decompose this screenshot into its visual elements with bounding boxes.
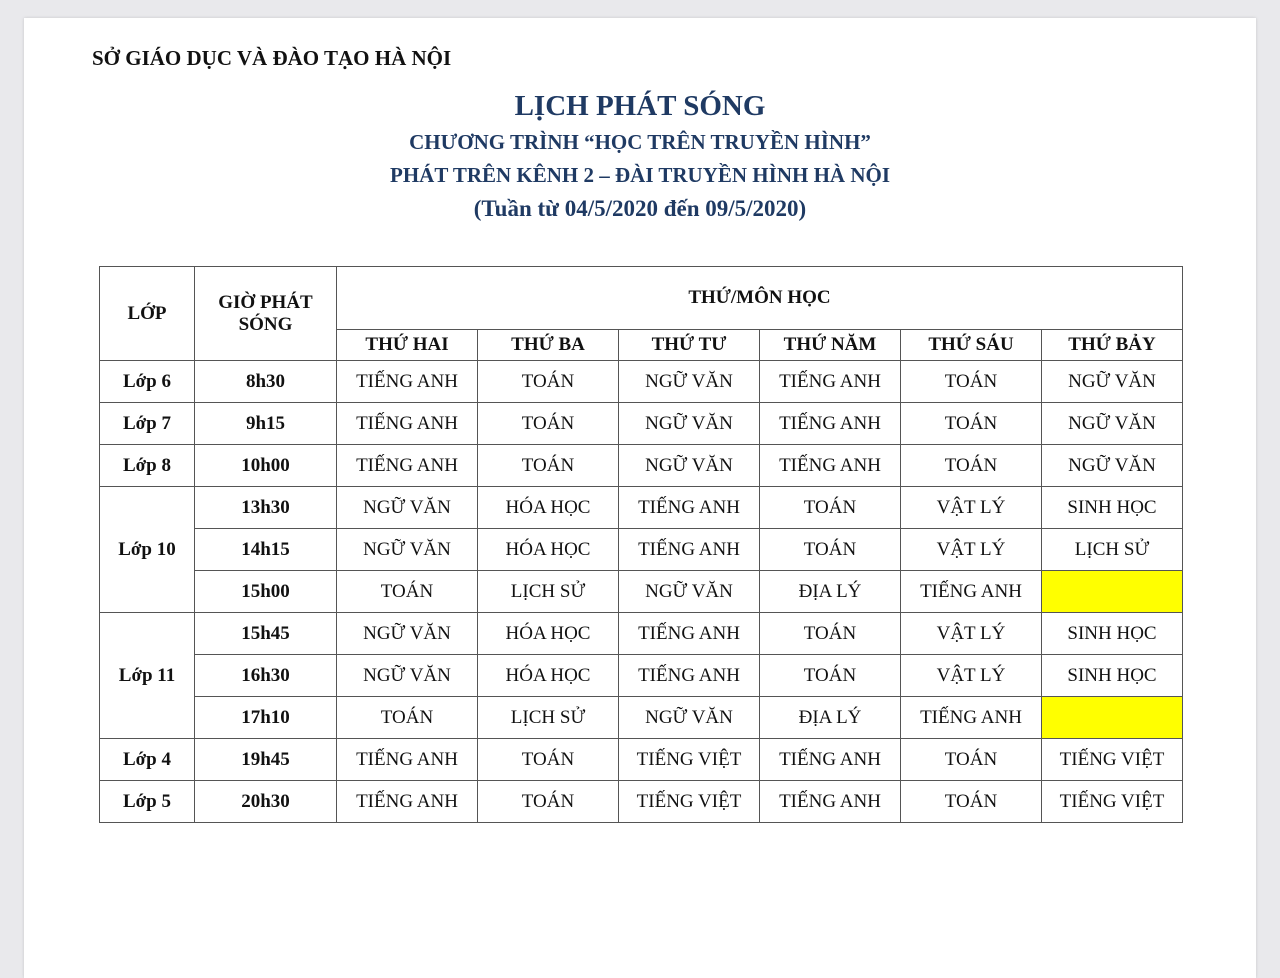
subject-cell: HÓA HỌC bbox=[478, 529, 619, 571]
subject-cell: TIẾNG ANH bbox=[901, 697, 1042, 739]
time-cell: 17h10 bbox=[195, 697, 337, 739]
subject-cell: ĐỊA LÝ bbox=[760, 697, 901, 739]
subject-cell: TIẾNG ANH bbox=[619, 655, 760, 697]
class-cell: Lớp 7 bbox=[100, 403, 195, 445]
subject-cell: NGỮ VĂN bbox=[337, 529, 478, 571]
subject-cell: TIẾNG VIỆT bbox=[1042, 781, 1183, 823]
table-row bbox=[100, 487, 1183, 529]
subject-cell: TOÁN bbox=[901, 403, 1042, 445]
table-row bbox=[100, 697, 1183, 739]
subject-cell: VẬT LÝ bbox=[901, 487, 1042, 529]
table-row bbox=[100, 739, 1183, 781]
class-cell: Lớp 11 bbox=[100, 613, 195, 739]
subject-cell: NGỮ VĂN bbox=[619, 403, 760, 445]
header-day: THỨ BẢY bbox=[1042, 330, 1183, 361]
table-row bbox=[100, 781, 1183, 823]
subject-cell: NGỮ VĂN bbox=[619, 697, 760, 739]
subject-cell: TOÁN bbox=[478, 445, 619, 487]
time-cell: 20h30 bbox=[195, 781, 337, 823]
subject-cell: NGỮ VĂN bbox=[619, 571, 760, 613]
subject-cell: TIẾNG ANH bbox=[901, 571, 1042, 613]
subject-cell: TIẾNG ANH bbox=[619, 529, 760, 571]
class-cell: Lớp 10 bbox=[100, 487, 195, 613]
subject-cell: HÓA HỌC bbox=[478, 655, 619, 697]
table-row bbox=[100, 571, 1183, 613]
highlighted-empty-cell bbox=[1042, 697, 1183, 739]
subject-cell: VẬT LÝ bbox=[901, 613, 1042, 655]
header-gio-phat-song: GIỜ PHÁT SÓNG bbox=[195, 267, 337, 361]
time-cell: 9h15 bbox=[195, 403, 337, 445]
program-name: CHƯƠNG TRÌNH “HỌC TRÊN TRUYỀN HÌNH” bbox=[409, 130, 871, 154]
time-cell: 15h45 bbox=[195, 613, 337, 655]
subject-cell: SINH HỌC bbox=[1042, 613, 1183, 655]
subject-cell: NGỮ VĂN bbox=[1042, 445, 1183, 487]
subject-cell: TOÁN bbox=[337, 697, 478, 739]
document-title: LỊCH PHÁT SÓNG bbox=[514, 90, 766, 122]
table-row bbox=[100, 529, 1183, 571]
class-cell: Lớp 4 bbox=[100, 739, 195, 781]
subject-cell: TIẾNG ANH bbox=[337, 445, 478, 487]
subject-cell: TIẾNG ANH bbox=[760, 739, 901, 781]
subject-cell: TOÁN bbox=[760, 487, 901, 529]
organization-name: SỞ GIÁO DỤC VÀ ĐÀO TẠO HÀ NỘI bbox=[92, 46, 452, 70]
document-page bbox=[24, 18, 1256, 978]
subject-cell: TOÁN bbox=[901, 445, 1042, 487]
subject-cell: SINH HỌC bbox=[1042, 655, 1183, 697]
table-row bbox=[100, 403, 1183, 445]
subject-cell: TOÁN bbox=[478, 403, 619, 445]
subject-cell: TIẾNG ANH bbox=[619, 613, 760, 655]
header-day: THỨ NĂM bbox=[760, 330, 901, 361]
subject-cell: TIẾNG ANH bbox=[337, 403, 478, 445]
class-cell: Lớp 6 bbox=[100, 361, 195, 403]
subject-cell: SINH HỌC bbox=[1042, 487, 1183, 529]
subject-cell: LỊCH SỬ bbox=[1042, 529, 1183, 571]
subject-cell: TOÁN bbox=[760, 529, 901, 571]
header-thu-mon-hoc: THỨ/MÔN HỌC bbox=[337, 267, 1183, 330]
subject-cell: TIẾNG ANH bbox=[760, 781, 901, 823]
subject-cell: NGỮ VĂN bbox=[337, 487, 478, 529]
subject-cell: NGỮ VĂN bbox=[337, 655, 478, 697]
header-day: THỨ SÁU bbox=[901, 330, 1042, 361]
header-day: THỨ TƯ bbox=[619, 330, 760, 361]
subject-cell: TIẾNG VIỆT bbox=[619, 739, 760, 781]
week-range: (Tuần từ 04/5/2020 đến 09/5/2020) bbox=[473, 196, 807, 221]
subject-cell: NGỮ VĂN bbox=[619, 445, 760, 487]
subject-cell: TIẾNG ANH bbox=[337, 781, 478, 823]
time-cell: 8h30 bbox=[195, 361, 337, 403]
table-row bbox=[100, 361, 1183, 403]
table-row bbox=[100, 613, 1183, 655]
subject-cell: TIẾNG VIỆT bbox=[1042, 739, 1183, 781]
time-cell: 10h00 bbox=[195, 445, 337, 487]
subject-cell: TOÁN bbox=[901, 361, 1042, 403]
subject-cell: LỊCH SỬ bbox=[478, 697, 619, 739]
subject-cell: TOÁN bbox=[760, 613, 901, 655]
subject-cell: TIẾNG VIỆT bbox=[619, 781, 760, 823]
time-cell: 16h30 bbox=[195, 655, 337, 697]
subject-cell: TOÁN bbox=[478, 739, 619, 781]
subject-cell: VẬT LÝ bbox=[901, 655, 1042, 697]
time-cell: 19h45 bbox=[195, 739, 337, 781]
time-cell: 14h15 bbox=[195, 529, 337, 571]
subject-cell: VẬT LÝ bbox=[901, 529, 1042, 571]
class-cell: Lớp 8 bbox=[100, 445, 195, 487]
subject-cell: TIẾNG ANH bbox=[760, 361, 901, 403]
subject-cell: NGỮ VĂN bbox=[1042, 403, 1183, 445]
class-cell: Lớp 5 bbox=[100, 781, 195, 823]
subject-cell: TOÁN bbox=[901, 781, 1042, 823]
subject-cell: TOÁN bbox=[478, 781, 619, 823]
subject-cell: TOÁN bbox=[760, 655, 901, 697]
header-lop: LỚP bbox=[100, 267, 195, 361]
subject-cell: TOÁN bbox=[337, 571, 478, 613]
header-day: THỨ HAI bbox=[337, 330, 478, 361]
subject-cell: TIẾNG ANH bbox=[760, 445, 901, 487]
time-cell: 13h30 bbox=[195, 487, 337, 529]
subject-cell: ĐỊA LÝ bbox=[760, 571, 901, 613]
subject-cell: TIẾNG ANH bbox=[619, 487, 760, 529]
subject-cell: NGỮ VĂN bbox=[337, 613, 478, 655]
table-row bbox=[100, 445, 1183, 487]
header-day: THỨ BA bbox=[478, 330, 619, 361]
subject-cell: TIẾNG ANH bbox=[337, 361, 478, 403]
channel-name: PHÁT TRÊN KÊNH 2 – ĐÀI TRUYỀN HÌNH HÀ NỘI bbox=[390, 163, 890, 187]
schedule-body bbox=[100, 361, 1183, 823]
subject-cell: TOÁN bbox=[478, 361, 619, 403]
subject-cell: TIẾNG ANH bbox=[337, 739, 478, 781]
subject-cell: NGỮ VĂN bbox=[619, 361, 760, 403]
subject-cell: HÓA HỌC bbox=[478, 613, 619, 655]
subject-cell: LỊCH SỬ bbox=[478, 571, 619, 613]
schedule-table bbox=[99, 266, 1183, 823]
subject-cell: NGỮ VĂN bbox=[1042, 361, 1183, 403]
subject-cell: TOÁN bbox=[901, 739, 1042, 781]
subject-cell: HÓA HỌC bbox=[478, 487, 619, 529]
time-cell: 15h00 bbox=[195, 571, 337, 613]
highlighted-empty-cell bbox=[1042, 571, 1183, 613]
subject-cell: TIẾNG ANH bbox=[760, 403, 901, 445]
table-row bbox=[100, 655, 1183, 697]
